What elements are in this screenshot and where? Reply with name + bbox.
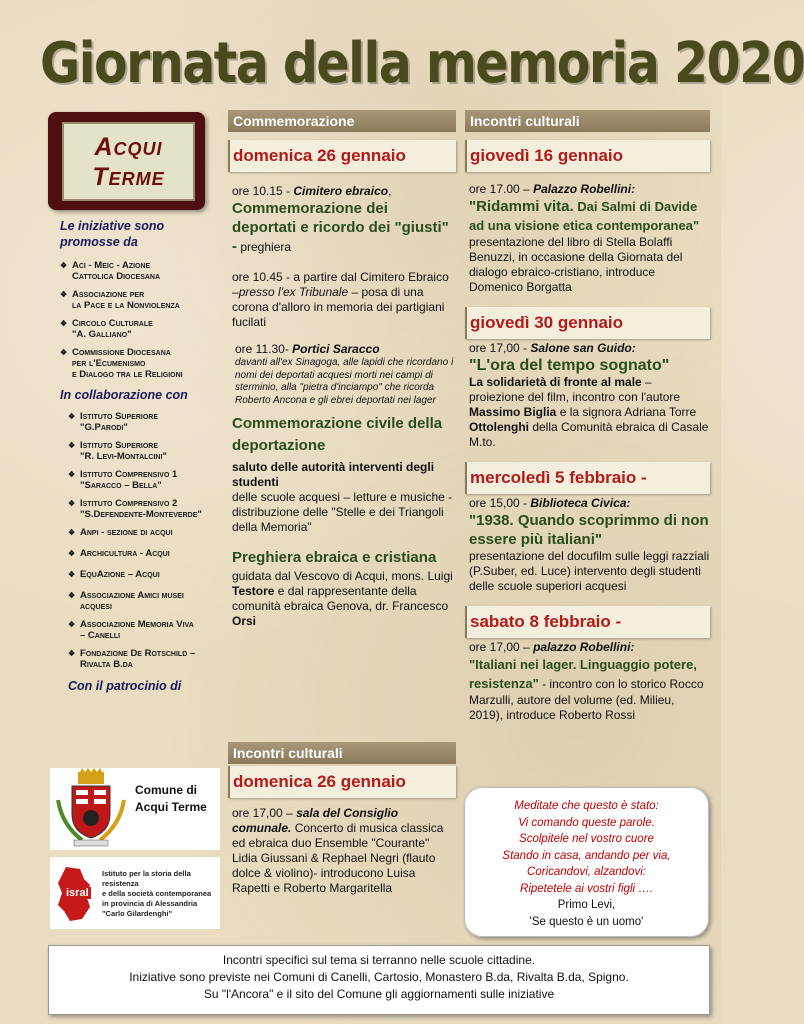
partners-heading: In collaborazione con	[60, 388, 188, 402]
list-item: ❖ Anpi - sezione di acqui	[68, 527, 173, 538]
quote-author: Primo Levi,	[557, 899, 616, 911]
footer-line-1: Incontri specifici sul tema si terranno nelle scuole cittadine.	[222, 953, 536, 967]
list-item: ❖ Fondazione De Rotschild – Rivalta B.da	[68, 648, 196, 670]
event-portici: ore 11.30- Portici Saracco davanti all'ex Sinagoga, alle lapidi che ricordano i nomi dei deportati acquesi morti nei campi di sterminio, alla "pietra d'inciampo" che ricorda Roberto Ancona e gli ebrei deportati nei lager	[235, 342, 454, 406]
event-ora-tempo: ore 17,00 - Salone san Guido: "L'ora del tempo sognato" La solidarietà di fronte al male – proiezione del film, incontro con l'autore Massimo Biglia e la signora Adriana Torre Ottolenghi della Comunità ebraica di Casale M.to.	[469, 341, 709, 449]
event-concerto: ore 17,00 – sala del Consiglio comunale. Concerto di musica classica ed ebraica duo Ensemble "Courante" Lidia Giussani & Rephael Negri (flauto dolce & violino)- introducono Luisa Rapetti e Roberto Margaritella	[232, 806, 444, 895]
quote-line: Vi comando queste parole.	[518, 816, 655, 829]
column-commemorazione	[228, 110, 456, 629]
comune-line-2: Acqui Terme	[135, 800, 207, 814]
col2-date-2: giovedì 30 gennaio	[465, 307, 710, 339]
list-item: ❖ Istituto Comprensivo 1 "Saracco – Bella"	[68, 469, 178, 491]
comune-logo-box	[50, 768, 220, 850]
list-item: ❖ Istituto Superiore "R. Levi-Montalcini"	[68, 440, 167, 462]
quote-line: Ripetetele ai vostri figli ….	[520, 882, 653, 895]
logo-line-2: Terme	[92, 162, 165, 191]
event-commemorazione-civile: Commemorazione civile della deportazione saluto delle autorità interventi degli studenti delle scuole acquesi – letture e musiche - distribuzione delle "Stelle e dei Triangoli della Memoria"	[232, 415, 453, 534]
event-preghiera: Preghiera ebraica e cristiana guidata dal Vescovo di Acqui, mons. Luigi Testore e dal rappresentante della comunità ebraica Genova, dr. Francesco Orsi	[232, 549, 453, 628]
col2-date-1: giovedì 16 gennaio	[465, 140, 710, 172]
bullet-icon: ❖	[60, 290, 68, 299]
col2-date-3: mercoledì 5 febbraio -	[465, 462, 710, 494]
isral-line-4: "Carlo Gilardenghi"	[102, 909, 173, 918]
list-item: ❖ Aci - Meic - Azione Cattolica Diocesana	[60, 260, 161, 282]
list-item: ❖ Associazione per la Pace e la Nonviolenza	[60, 289, 180, 311]
event-1938: ore 15,00 - Biblioteca Civica: "1938. Quando scoprimmo di non essere più italiani" presentazione del docufilm sulle leggi razziali (P.Suber, ed. Luce) intervento degli studenti delle scuole superiori acquesi	[469, 496, 710, 593]
logo-line-1: Acqui	[94, 132, 163, 161]
bullet-icon: ❖	[60, 319, 68, 328]
comune-line-1: Comune di	[135, 783, 197, 797]
quote-line: Scolpitele nel vostro cuore	[519, 833, 654, 845]
coat-of-arms-icon	[52, 770, 130, 848]
quote-line: Coricandovi, alzandovi:	[527, 866, 646, 878]
quote-line: Meditate che questo è stato:	[514, 800, 659, 812]
isral-line-3: in provincia di Alessandria	[102, 899, 198, 908]
event-tribunale: ore 10.45 - a partire dal Cimitero Ebraico –presso l'ex Tribunale – posa di una corona d'alloro in memoria dei partigiani fucilati	[232, 270, 449, 329]
footer-line-2: Iniziative sono previste nei Comuni di Canelli, Cartosio, Monastero B.da, Rivalta B.da, Spigno.	[129, 970, 629, 984]
list-item: ❖ Istituto Superiore "G.Parodi"	[68, 411, 158, 433]
col2-date-4: sabato 8 febbraio -	[465, 606, 710, 638]
sidebar	[60, 218, 220, 694]
list-item: ❖ Commissione Diocesana per l'Ecumenismo e Dialogo tra le Religioni	[60, 347, 183, 380]
bullet-icon: ❖	[60, 348, 68, 357]
col1-header-2: Incontri culturali	[228, 742, 456, 764]
footer-notes	[48, 945, 710, 1015]
promoters-heading: Le iniziative sono promosse da	[60, 219, 165, 249]
logo-acqui-terme	[62, 122, 195, 201]
isral-acronym: isral	[66, 887, 89, 899]
list-item: ❖ Archicultura - Acqui	[68, 548, 170, 559]
isral-line-1: Istituto per la storia della resistenza	[102, 869, 191, 888]
event-cimitero: ore 10.15 - Cimitero ebraico, Commemorazione dei deportati e ricordo dei "giusti" - preghiera	[232, 184, 449, 255]
event-ridammi-vita: ore 17.00 – Palazzo Robellini: "Ridammi vita. Dai Salmi di Davide ad una visione etica contemporanea" presentazione del libro di Stella Bolaffi Benuzzi, in occasione della Giornata del dialogo ebraico-cristiano, introduce Domenico Borgatta	[469, 182, 700, 294]
primo-levi-quote	[464, 787, 709, 937]
list-item: ❖ EquAzione – Acqui	[68, 569, 160, 580]
list-item: ❖ Istituto Comprensivo 2 "S.Defendente-Monteverde"	[68, 498, 202, 520]
bullet-icon: ❖	[60, 261, 68, 270]
page-title: Giornata della memoria 2020	[40, 30, 804, 96]
list-item: ❖ Associazione Memoria Viva – Canelli	[68, 619, 194, 641]
list-item: ❖ Associazione Amici musei acquesi	[68, 590, 184, 612]
quote-line: Stando in casa, andando per via,	[502, 849, 671, 862]
event-italiani-lager: ore 17,00 – palazzo Robellini: "Italiani nei lager. Linguaggio potere, resistenza" - incontro con lo storico Rocco Marzulli, autore del volume (ed. Milieu, 2019), introduce Roberto Rossi	[469, 640, 704, 722]
col1-date: domenica 26 gennaio	[228, 140, 456, 172]
quote-source: 'Se questo è un uomo'	[529, 915, 644, 928]
list-item: ❖ Circolo Culturale "A. Galliano"	[60, 318, 153, 340]
footer-line-3: Su "l'Ancora" e il sito del Comune gli aggiornamenti sulle iniziative	[203, 987, 555, 1001]
isral-logo-box	[50, 857, 220, 929]
column-incontri-2	[465, 110, 710, 723]
partners-list	[60, 411, 220, 670]
isral-line-2: e della società contemporanea	[102, 889, 212, 898]
col1-date-2: domenica 26 gennaio	[228, 766, 456, 798]
patronage-heading: Con il patrocinio di	[68, 679, 182, 693]
col2-header: Incontri culturali	[465, 110, 710, 132]
column-incontri-1	[228, 742, 456, 896]
col1-header: Commemorazione	[228, 110, 456, 132]
promoters-list	[60, 260, 220, 380]
